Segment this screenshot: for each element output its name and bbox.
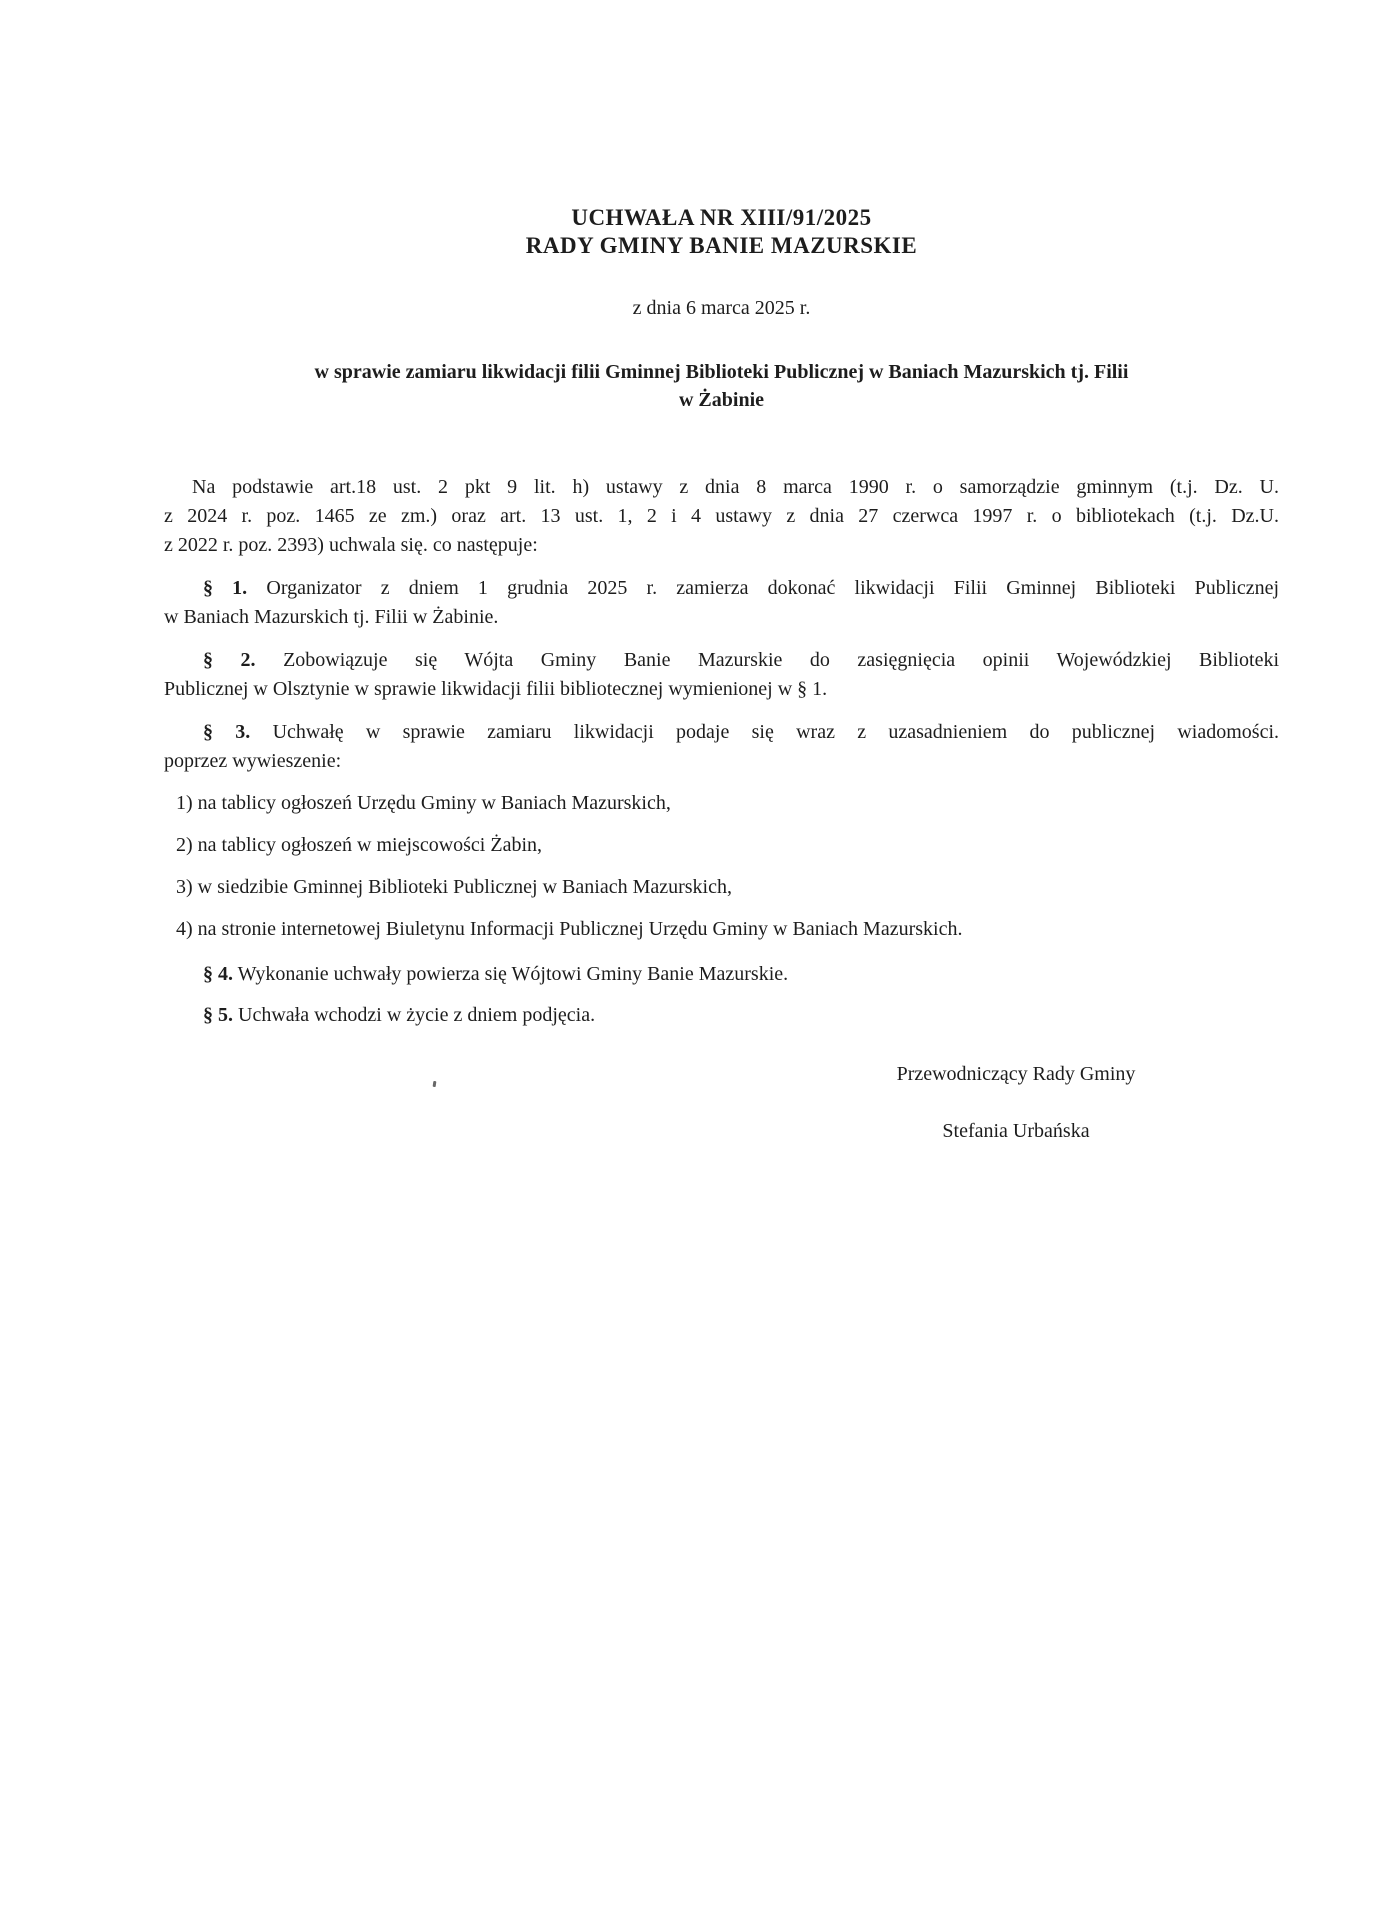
paragraph-5-label: § 5. — [203, 1004, 233, 1026]
paragraph-1-label: § 1. — [203, 577, 248, 599]
list-item-2: 2) na tablicy ogłoszeń w miejscowości Żabin, — [176, 834, 543, 856]
paragraph-1 — [164, 574, 1279, 632]
subject-line-2: w Żabinie — [678, 389, 765, 411]
paragraph-4-text: Wykonanie uchwały powierza się Wójtowi Gminy Banie Mazurskie. — [237, 963, 789, 985]
resolution-document — [164, 204, 1279, 1145]
list-item-1: 1) na tablicy ogłoszeń Urzędu Gminy w Baniach Mazurskich, — [176, 792, 671, 814]
paragraph-2-label: § 2. — [203, 649, 256, 671]
paragraph-2-line-1 — [164, 646, 1279, 675]
preamble-line-1: Na podstawie art.18 ust. 2 pkt 9 lit. h) ustawy z dnia 8 marca 1990 r. o samorządzie gminnym (t.j. Dz. U. — [192, 476, 1279, 498]
paragraph-1-line-1 — [164, 574, 1279, 603]
resolution-date: z dnia 6 marca 2025 r. — [632, 297, 811, 319]
paragraph-3-label: § 3. — [203, 721, 251, 743]
paragraph-2-text: Zobowiązuje się Wójta Gminy Banie Mazurskie do zasięgnięcia opinii Wojewódzkiej Biblioteki — [283, 649, 1280, 671]
paragraph-3-line-1 — [164, 718, 1279, 747]
resolution-subject — [164, 358, 1279, 414]
paragraph-2-line-2: Publicznej w Olsztynie w sprawie likwidacji filii bibliotecznej wymienionej w § 1. — [164, 678, 828, 700]
paragraph-5-text: Uchwała wchodzi w życie z dniem podjęcia. — [238, 1004, 596, 1026]
paragraph-3 — [164, 718, 1279, 776]
paragraph-3-line-2: poprzez wywieszenie: — [164, 750, 342, 772]
list-item-3: 3) w siedzibie Gminnej Biblioteki Publicznej w Baniach Mazurskich, — [176, 876, 732, 898]
signature-name: Stefania Urbańska — [942, 1120, 1090, 1142]
preamble-line-3: z 2022 r. poz. 2393) uchwala się. co następuje: — [164, 534, 538, 556]
paragraph-4-label: § 4. — [203, 963, 233, 985]
paragraph-3-text: Uchwałę w sprawie zamiaru likwidacji podaje się wraz z uzasadnieniem do publicznej wiadomości. — [272, 721, 1280, 743]
paragraph-4 — [164, 960, 1279, 989]
paragraph-2 — [164, 646, 1279, 704]
council-name-heading: RADY GMINY BANIE MAZURSKIE — [525, 233, 918, 258]
preamble-line-2: z 2024 r. poz. 1465 ze zm.) oraz art. 13 ust. 1, 2 i 4 ustawy z dnia 27 czerwca 1997 r. o bibliotekach (t.j. Dz.U. — [164, 505, 1279, 527]
signature-block — [816, 1060, 1216, 1145]
list-item-4: 4) na stronie internetowej Biuletynu Informacji Publicznej Urzędu Gminy w Baniach Mazurskich. — [176, 918, 963, 940]
paragraph-5-line-1 — [164, 1001, 1279, 1030]
paragraph-1-line-2: w Baniach Mazurskich tj. Filii w Żabinie. — [164, 606, 499, 628]
resolution-number-heading: UCHWAŁA NR XIII/91/2025 — [571, 205, 872, 230]
paragraph-5 — [164, 1001, 1279, 1030]
legal-basis-preamble — [164, 473, 1279, 560]
subject-line-1: w sprawie zamiaru likwidacji filii Gminnej Biblioteki Publicznej w Baniach Mazurskich tj. Filii — [314, 361, 1129, 383]
paragraph-1-text: Organizator z dniem 1 grudnia 2025 r. zamierza dokonać likwidacji Filii Gminnej Biblioteki Publicznej — [266, 577, 1280, 599]
paragraph-4-line-1 — [164, 960, 1279, 989]
signature-role: Przewodniczący Rady Gminy — [896, 1063, 1136, 1085]
